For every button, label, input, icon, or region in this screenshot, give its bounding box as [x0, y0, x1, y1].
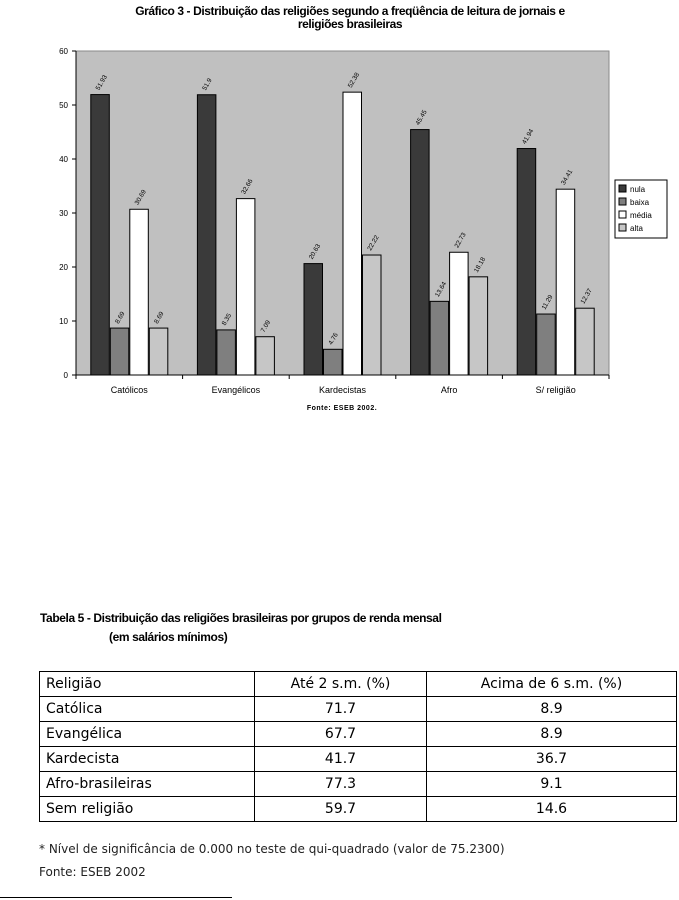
header-up-to-2: Até 2 s.m. (%) [255, 672, 427, 697]
y-tick-label: 0 [63, 371, 68, 380]
table-title-line-1: Tabela 5 - Distribuição das religiões brasileiras por grupos de renda mensal [40, 611, 442, 625]
bar [343, 92, 362, 375]
bar-value-label: 22.22 [366, 234, 381, 253]
legend-label: baixa [630, 198, 650, 207]
legend-label: alta [630, 224, 643, 233]
chart-title-line-1: Gráfico 3 - Distribuição das religiões segundo a freqüência de leitura de jornais e [135, 4, 565, 18]
bar [236, 199, 255, 375]
x-tick-label: Afro [440, 385, 458, 395]
significance-note: * Nível de significância de 0.000 no teste de qui-quadrado (valor de 75.2300) [39, 842, 505, 856]
legend-swatch [619, 185, 626, 192]
bar [110, 328, 129, 375]
table-row [40, 772, 677, 797]
table-header-row [40, 672, 677, 697]
y-tick-label: 40 [59, 155, 68, 164]
cell-religion: Católica [40, 697, 255, 722]
bar-value-label: 8.69 [114, 310, 127, 326]
legend-swatch [619, 211, 626, 218]
bar [130, 209, 149, 375]
bar-value-label: 8.69 [153, 310, 166, 326]
table-source: Fonte: ESEB 2002 [39, 865, 146, 879]
table-title-line-2: (em salários mínimos) [109, 630, 228, 644]
cell-up-to-2: 71.7 [255, 697, 427, 722]
bar [411, 130, 430, 375]
bar-value-label: 30.69 [133, 188, 148, 207]
header-religion: Religião [40, 672, 255, 697]
x-tick-label: Católicos [110, 385, 148, 395]
cell-above-6: 8.9 [427, 722, 677, 747]
legend-swatch [619, 198, 626, 205]
bar [576, 308, 595, 375]
bar-value-label: 32.66 [240, 178, 255, 196]
bar-value-label: 34.41 [560, 168, 575, 187]
bar [304, 264, 323, 375]
income-table [39, 671, 677, 822]
y-tick-label: 50 [59, 101, 68, 110]
legend-label: nula [630, 185, 646, 194]
bar [469, 277, 488, 375]
bar-value-label: 51.93 [94, 73, 109, 92]
legend [615, 180, 667, 238]
header-above-6: Acima de 6 s.m. (%) [427, 672, 677, 697]
bar-value-label: 13.64 [434, 280, 449, 299]
bar-chart [0, 0, 679, 420]
footnote-divider [0, 897, 232, 898]
cell-up-to-2: 59.7 [255, 797, 427, 822]
bar [197, 95, 216, 375]
chart-source: Fonte: ESEB 2002. [306, 405, 378, 412]
bar-value-label: 12.37 [579, 287, 594, 306]
y-axis [59, 47, 76, 380]
bar [363, 255, 382, 375]
bar [517, 149, 536, 375]
x-tick-label: S/ religião [535, 385, 576, 395]
y-tick-label: 30 [59, 209, 68, 218]
table-row [40, 797, 677, 822]
bar-value-label: 45.45 [414, 108, 429, 127]
table-row [40, 747, 677, 772]
cell-religion: Kardecista [40, 747, 255, 772]
bar-value-label: 11.29 [540, 293, 555, 312]
cell-above-6: 14.6 [427, 797, 677, 822]
bar-value-label: 20.63 [307, 242, 323, 261]
cell-above-6: 9.1 [427, 772, 677, 797]
cell-religion: Evangélica [40, 722, 255, 747]
bar [556, 189, 575, 375]
table-row [40, 697, 677, 722]
bar-value-label: 51.9 [201, 77, 214, 92]
x-tick-label: Evangélicos [211, 385, 261, 395]
cell-above-6: 8.9 [427, 697, 677, 722]
cell-above-6: 36.7 [427, 747, 677, 772]
cell-up-to-2: 41.7 [255, 747, 427, 772]
bar [256, 337, 275, 375]
bar-value-label: 4.76 [327, 331, 340, 347]
bar [537, 314, 556, 375]
bar-value-label: 22.73 [453, 231, 468, 250]
bar [149, 328, 168, 375]
bar [217, 330, 236, 375]
bar-value-label: 41.94 [521, 127, 536, 146]
bar [450, 252, 469, 375]
x-tick-label: Kardecistas [318, 385, 367, 395]
bar [91, 95, 110, 375]
y-tick-label: 20 [59, 263, 68, 272]
x-axis [76, 375, 609, 395]
bar [430, 301, 449, 375]
bar-value-label: 7.09 [259, 319, 273, 334]
legend-swatch [619, 224, 626, 231]
bar [324, 349, 343, 375]
cell-religion: Afro-brasileiras [40, 772, 255, 797]
cell-up-to-2: 77.3 [255, 772, 427, 797]
bar-value-label: 8.35 [220, 312, 234, 327]
bar-value-label: 18.18 [473, 256, 488, 274]
table-row [40, 722, 677, 747]
chart-title-line-2: religiões brasileiras [297, 17, 403, 31]
legend-label: média [630, 211, 652, 220]
cell-up-to-2: 67.7 [255, 722, 427, 747]
y-tick-label: 10 [59, 317, 68, 326]
cell-religion: Sem religião [40, 797, 255, 822]
y-tick-label: 60 [59, 47, 68, 56]
bar-value-label: 52.38 [346, 71, 362, 90]
table-title [40, 609, 442, 647]
